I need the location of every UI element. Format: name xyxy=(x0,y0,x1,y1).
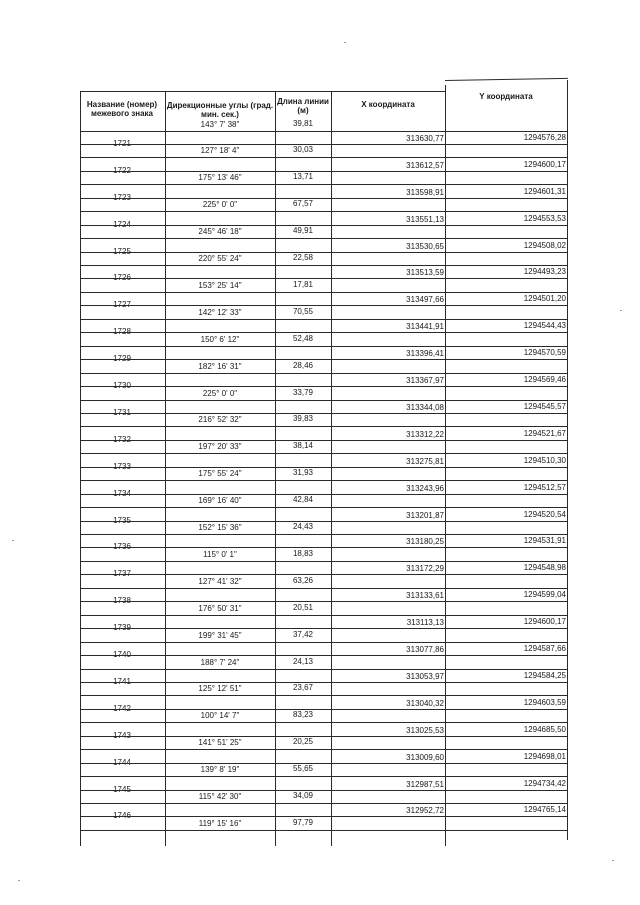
point-x: 313172,29 xyxy=(406,564,444,574)
point-x: 313551,13 xyxy=(406,214,444,224)
row-separator xyxy=(80,803,568,804)
line-length: 49,91 xyxy=(292,226,314,236)
point-x: 313025,53 xyxy=(406,725,444,735)
line-angle: 176° 50' 31" xyxy=(198,603,242,613)
point-y: 1294521,67 xyxy=(523,428,566,438)
row-separator xyxy=(80,655,568,656)
point-x: 313612,57 xyxy=(406,160,444,170)
point-x: 313441,91 xyxy=(406,322,444,332)
line-angle: 125° 12' 51" xyxy=(198,684,242,694)
row-separator xyxy=(80,776,568,777)
line-length: 20,25 xyxy=(292,737,314,747)
table-border-top-right xyxy=(445,78,568,81)
line-length: 67,57 xyxy=(292,199,314,209)
line-angle: 188° 7' 24" xyxy=(200,657,240,667)
row-separator xyxy=(80,265,568,266)
row-separator xyxy=(80,225,568,226)
table-border-top xyxy=(80,91,446,92)
row-separator xyxy=(80,171,568,172)
line-angle: 220° 55' 24" xyxy=(198,254,242,263)
line-angle: 127° 18' 4" xyxy=(200,146,240,156)
point-x: 313180,25 xyxy=(406,537,444,547)
point-x: 313243,96 xyxy=(406,483,444,493)
row-separator xyxy=(80,534,568,535)
point-y: 1294599,04 xyxy=(523,590,566,600)
row-separator xyxy=(80,413,568,414)
row-separator xyxy=(80,628,568,629)
point-y: 1294601,31 xyxy=(523,186,566,196)
point-y: 1294544,43 xyxy=(523,321,566,331)
scan-speck xyxy=(612,860,614,861)
point-y: 1294600,17 xyxy=(523,159,566,169)
line-length: 42,84 xyxy=(292,495,314,505)
row-separator xyxy=(80,561,568,562)
line-angle: 142° 12' 33" xyxy=(198,307,242,317)
row-separator xyxy=(80,601,568,602)
line-length: 37,42 xyxy=(292,629,314,639)
point-x: 313630,77 xyxy=(406,133,444,143)
line-length: 63,26 xyxy=(292,575,314,585)
line-length: 39,83 xyxy=(292,414,314,424)
line-angle: 139° 8' 19" xyxy=(200,765,240,775)
point-y: 1294501,20 xyxy=(523,294,566,304)
line-angle: 225° 0' 0" xyxy=(202,388,238,398)
scan-speck xyxy=(620,310,622,311)
row-separator xyxy=(80,695,568,696)
row-separator xyxy=(80,574,568,575)
row-separator xyxy=(80,682,568,683)
header-x: X координата xyxy=(361,100,415,109)
row-separator xyxy=(80,211,568,212)
header-length: Длина линии (м) xyxy=(277,97,329,115)
line-angle: 169° 16' 40" xyxy=(198,496,242,506)
line-angle: 100° 14' 7" xyxy=(200,711,240,721)
line-angle: 141° 51' 25" xyxy=(198,738,242,748)
row-separator xyxy=(80,669,568,670)
point-x: 312987,51 xyxy=(406,779,444,789)
row-separator xyxy=(80,588,568,589)
point-x: 313133,61 xyxy=(406,591,444,601)
line-length: 24,43 xyxy=(292,522,314,531)
row-separator xyxy=(80,467,568,468)
row-separator xyxy=(80,547,568,548)
row-separator xyxy=(80,373,568,374)
line-length: 13,71 xyxy=(292,172,314,182)
point-y: 1294545,57 xyxy=(523,401,566,411)
point-x: 313344,08 xyxy=(406,402,444,412)
point-y: 1294587,66 xyxy=(523,644,566,654)
row-separator xyxy=(80,830,568,831)
row-separator xyxy=(80,238,568,239)
line-angle: 150° 6' 12" xyxy=(200,334,240,344)
row-separator xyxy=(80,790,568,791)
point-y: 1294569,46 xyxy=(523,375,566,385)
scan-speck xyxy=(18,880,20,881)
line-length: 20,51 xyxy=(292,602,314,612)
row-separator xyxy=(80,642,568,643)
line-length: 39,81 xyxy=(292,118,314,128)
row-separator xyxy=(80,507,568,508)
line-length: 33,79 xyxy=(292,387,314,397)
point-y: 1294531,91 xyxy=(523,536,566,546)
row-separator xyxy=(80,615,568,616)
line-angle: 119° 15' 16" xyxy=(198,818,242,828)
point-y: 1294685,50 xyxy=(523,724,566,734)
point-x: 313009,60 xyxy=(406,752,444,762)
point-y: 1294512,57 xyxy=(523,482,566,492)
line-length: 83,23 xyxy=(292,710,314,720)
row-separator xyxy=(80,453,568,454)
row-separator xyxy=(80,346,568,347)
point-y: 1294548,98 xyxy=(523,563,566,573)
row-separator xyxy=(80,736,568,737)
row-separator xyxy=(80,278,568,279)
row-separator xyxy=(80,386,568,387)
point-y: 1294576,28 xyxy=(523,132,566,142)
point-x: 313513,59 xyxy=(406,268,444,278)
point-x: 313497,66 xyxy=(406,295,444,305)
point-y: 1294520,54 xyxy=(523,509,566,519)
line-length: 28,46 xyxy=(292,360,314,370)
row-separator xyxy=(80,332,568,333)
line-length: 23,67 xyxy=(292,683,314,693)
point-y: 1294603,59 xyxy=(523,697,566,707)
point-y: 1294553,53 xyxy=(523,213,566,223)
point-y: 1294765,14 xyxy=(523,805,566,815)
row-separator xyxy=(80,521,568,522)
row-separator xyxy=(80,763,568,764)
line-angle: 199° 31' 45" xyxy=(198,630,242,640)
line-angle: 225° 0' 0" xyxy=(202,200,238,210)
line-angle: 182° 16' 31" xyxy=(198,361,242,371)
row-separator xyxy=(80,319,568,320)
row-separator xyxy=(80,305,568,306)
row-separator xyxy=(80,440,568,441)
row-separator xyxy=(80,426,568,427)
scan-speck xyxy=(344,42,346,43)
header-mark-name: Название (номер) межевого знака xyxy=(86,100,158,118)
line-length: 17,81 xyxy=(292,279,314,289)
point-y: 1294493,23 xyxy=(523,267,566,277)
point-x: 312952,72 xyxy=(406,806,444,816)
point-x: 313367,97 xyxy=(406,376,444,386)
line-angle: 143° 7' 38" xyxy=(200,119,240,129)
scan-speck xyxy=(12,540,14,541)
line-length: 18,83 xyxy=(292,548,314,558)
line-length: 55,65 xyxy=(292,764,314,774)
point-y: 1294584,25 xyxy=(523,670,566,680)
row-separator xyxy=(80,749,568,750)
line-angle: 245° 46' 18" xyxy=(198,227,242,237)
row-separator xyxy=(80,252,568,253)
row-separator xyxy=(80,480,568,481)
header-y: Y координата xyxy=(479,92,533,101)
point-y: 1294508,02 xyxy=(523,240,566,250)
line-length: 24,13 xyxy=(292,656,314,666)
line-angle: 175° 13' 46" xyxy=(198,173,242,183)
line-length: 22,58 xyxy=(292,253,314,262)
line-length: 31,93 xyxy=(292,468,314,478)
point-x: 313396,41 xyxy=(406,349,444,359)
row-separator xyxy=(80,198,568,199)
point-x: 313530,65 xyxy=(406,241,444,251)
point-y: 1294600,17 xyxy=(523,617,566,627)
point-x: 313077,86 xyxy=(406,645,444,655)
line-length: 30,03 xyxy=(292,145,314,155)
line-length: 52,48 xyxy=(292,333,314,343)
line-length: 70,55 xyxy=(292,306,314,316)
row-separator xyxy=(80,292,568,293)
point-y: 1294570,59 xyxy=(523,348,566,358)
line-length: 34,09 xyxy=(292,791,314,800)
row-separator xyxy=(80,709,568,710)
line-angle: 127° 41' 32" xyxy=(198,576,242,586)
row-separator xyxy=(80,722,568,723)
table-border-right xyxy=(567,80,568,840)
header-angles: Дирекционные углы (град. мин. сек.) xyxy=(166,101,274,119)
point-x: 313053,97 xyxy=(406,671,444,681)
row-separator xyxy=(80,816,568,817)
point-y: 1294734,42 xyxy=(523,778,566,788)
row-separator xyxy=(80,144,568,145)
row-separator xyxy=(80,359,568,360)
line-angle: 175° 55' 24" xyxy=(198,469,242,479)
line-angle: 197° 20' 33" xyxy=(198,442,242,452)
row-separator xyxy=(80,157,568,158)
point-x: 313312,22 xyxy=(406,429,444,439)
point-x: 313275,81 xyxy=(406,456,444,466)
line-angle: 115° 0' 1" xyxy=(203,549,237,559)
row-separator xyxy=(80,400,568,401)
point-x: 313201,87 xyxy=(406,510,444,520)
point-x: 313598,91 xyxy=(406,187,444,197)
line-length: 97,79 xyxy=(292,817,314,827)
line-angle: 115° 42' 30" xyxy=(198,792,242,801)
line-length: 38,14 xyxy=(292,441,314,451)
line-angle: 152° 15' 36" xyxy=(198,523,242,532)
row-separator xyxy=(80,494,568,495)
line-angle: 153° 25' 14" xyxy=(198,280,242,290)
line-angle: 216° 52' 32" xyxy=(198,415,242,425)
point-x: 313040,32 xyxy=(406,698,444,708)
row-separator xyxy=(80,184,568,185)
point-y: 1294698,01 xyxy=(523,751,566,761)
point-x: 313113,13 xyxy=(406,618,444,628)
row-separator xyxy=(80,131,568,132)
point-y: 1294510,30 xyxy=(523,455,566,465)
